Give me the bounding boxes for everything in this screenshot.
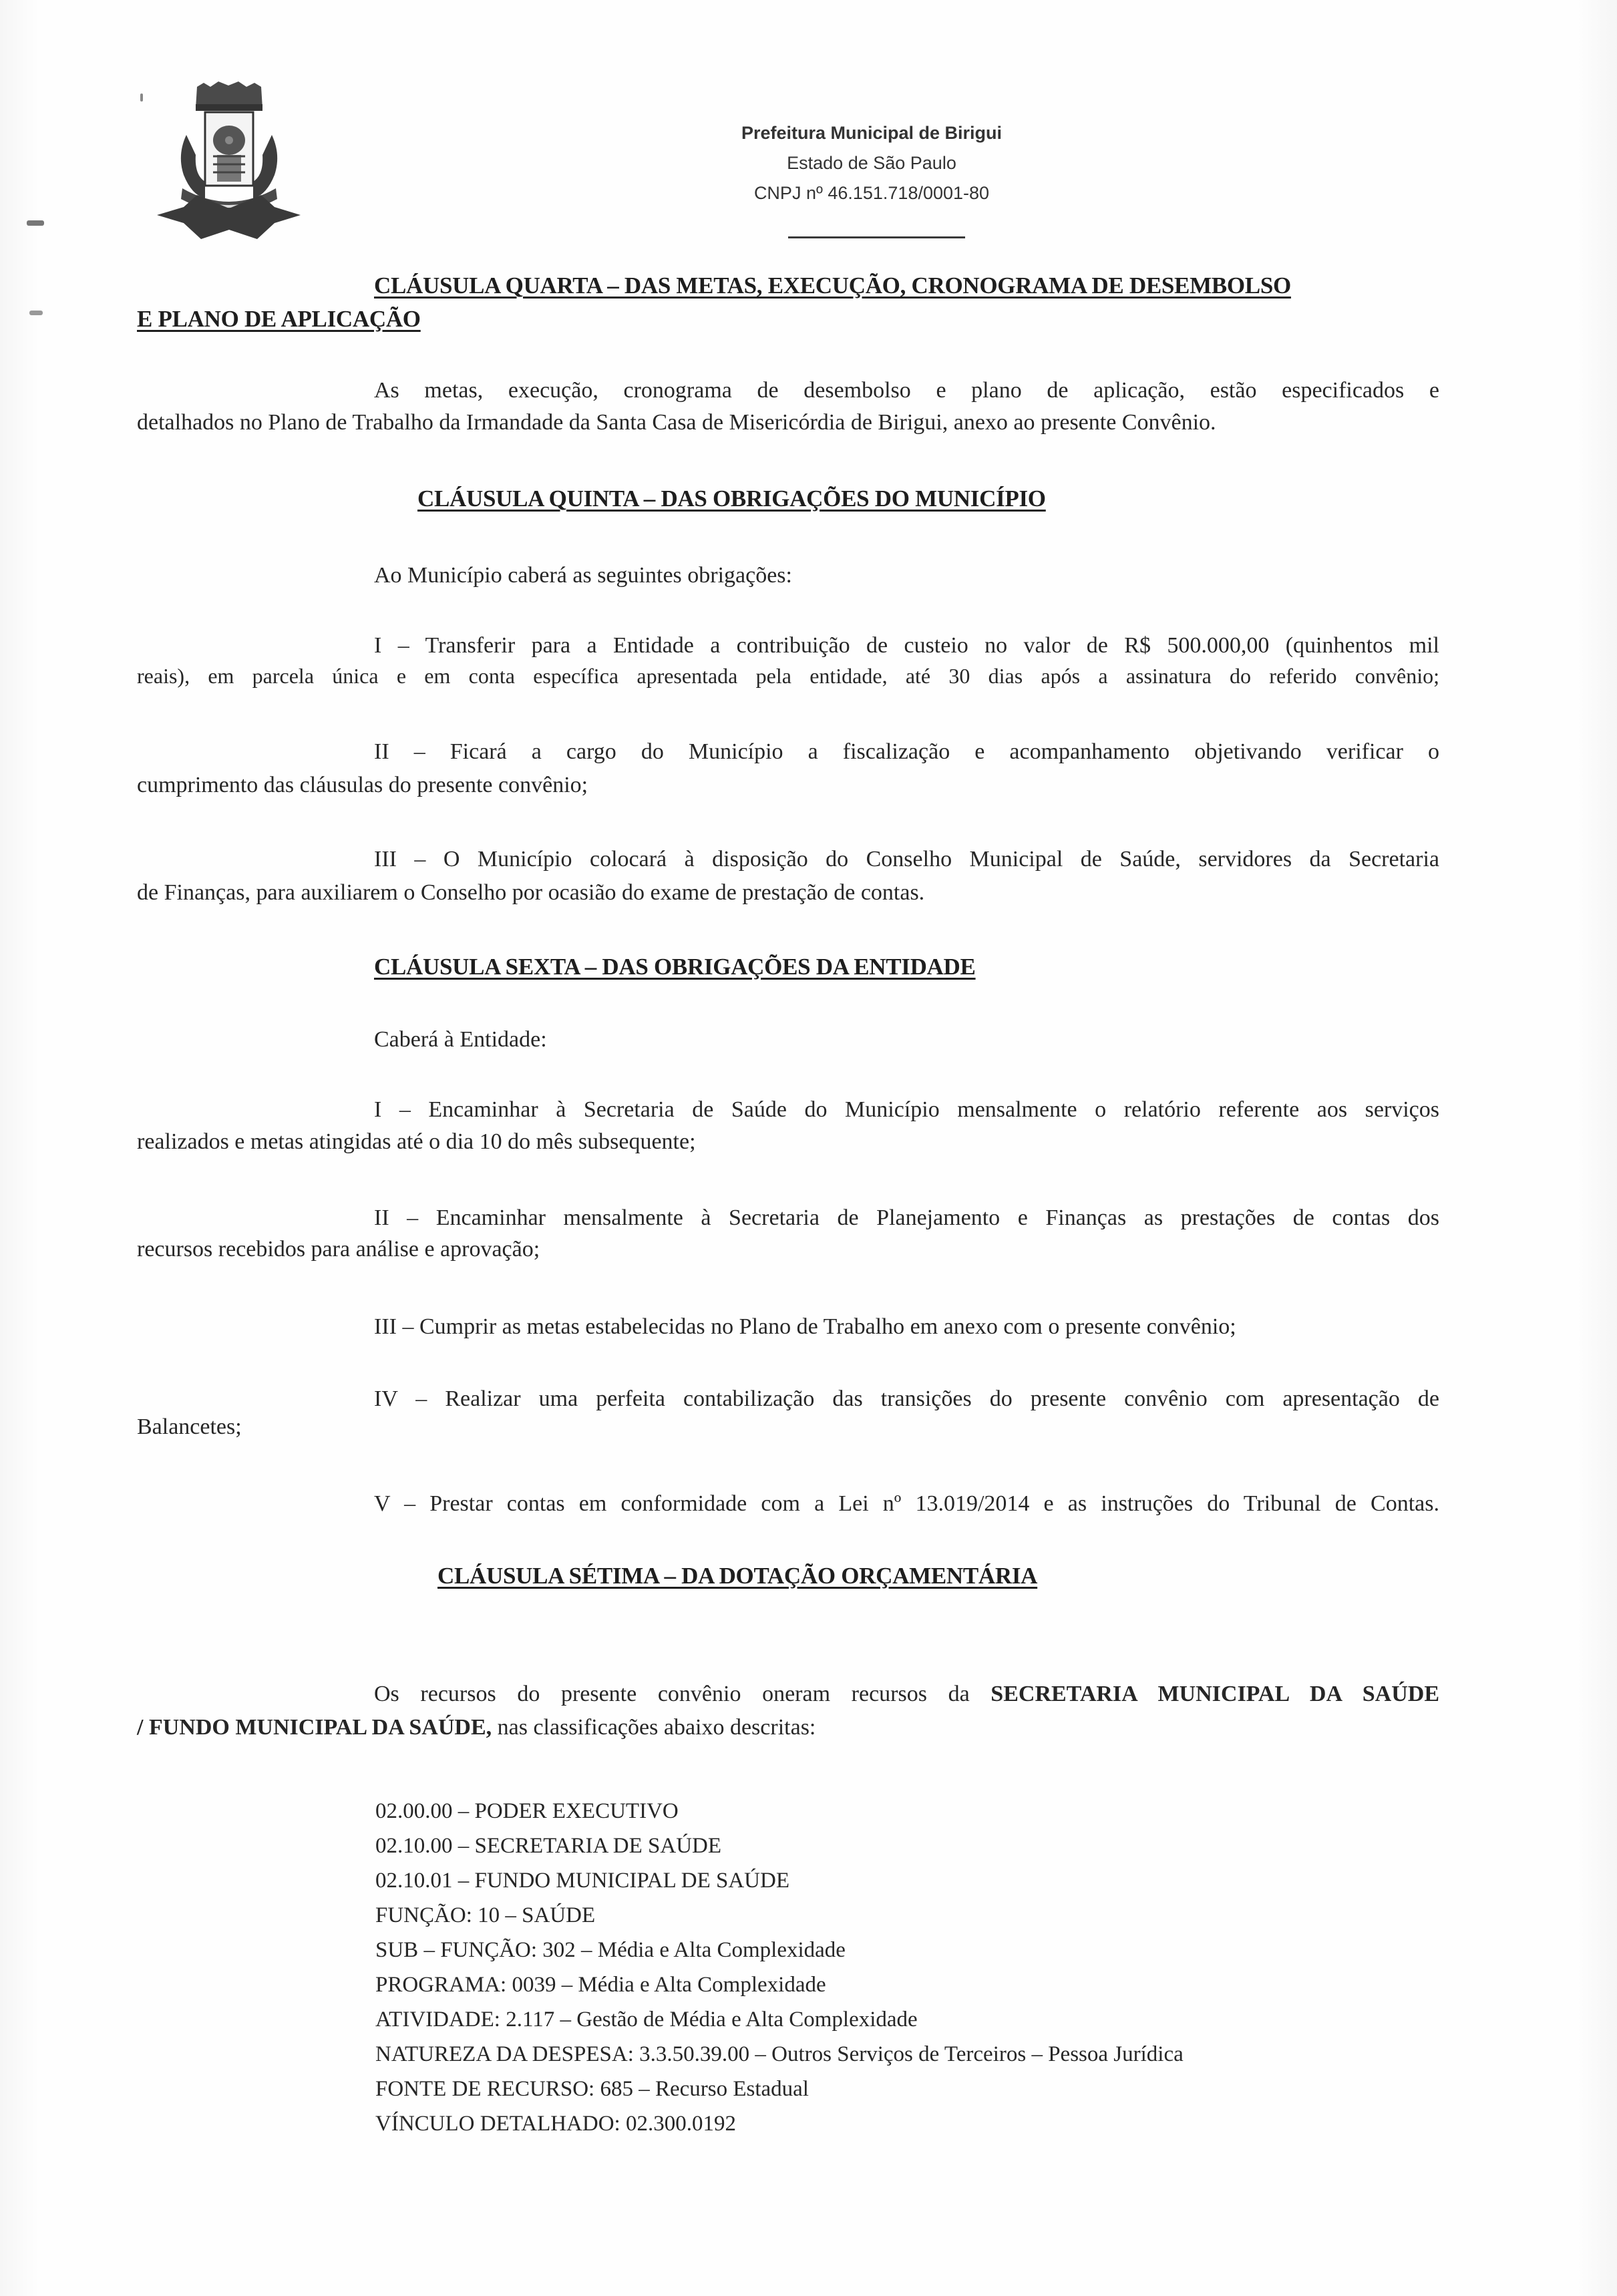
classification-item: 02.10.01 – FUNDO MUNICIPAL DE SAÚDE [375,1869,790,1893]
coat-of-arms-icon [157,81,301,240]
obligation-item-line: cumprimento das cláusulas do presente convênio; [137,773,588,797]
paragraph-text: Os recursos do presente convênio oneram recursos da [374,1682,991,1706]
org-name: Prefeitura Municipal de Birigui [741,123,1003,143]
org-state: Estado de São Paulo [787,153,956,173]
heading-clausula-quarta-line1: CLÁUSULA QUARTA – DAS METAS, EXECUÇÃO, CRONOGRAMA DE DESEMBOLSO [374,272,1291,299]
obligation-item-line: V – Prestar contas em conformidade com a Lei nº 13.019/2014 e as instruções do Tribunal de Contas. [374,1491,1439,1516]
obligation-item-line: realizados e metas atingidas até o dia 10 do mês subsequente; [137,1129,696,1154]
header-divider [788,236,965,238]
paragraph-bold-text: SECRETARIA MUNICIPAL DA SAÚDE [991,1682,1440,1706]
classification-item: FONTE DE RECURSO: 685 – Recurso Estadual [375,2077,809,2101]
heading-clausula-quarta-line2: E PLANO DE APLICAÇÃO [137,306,421,332]
heading-clausula-quinta: CLÁUSULA QUINTA – DAS OBRIGAÇÕES DO MUNICÍPIO [417,486,1046,512]
obligation-item-line: IV – Realizar uma perfeita contabilização das transições do presente convênio com apresentação de [374,1386,1439,1411]
obligation-item-line: III – Cumprir as metas estabelecidas no Plano de Trabalho em anexo com o presente convênio; [374,1314,1236,1339]
classification-item: 02.10.00 – SECRETARIA DE SAÚDE [375,1834,722,1858]
heading-clausula-sexta: CLÁUSULA SEXTA – DAS OBRIGAÇÕES DA ENTIDADE [374,954,976,980]
obligation-item-line: recursos recebidos para análise e aprovação; [137,1237,540,1262]
classification-item: ATIVIDADE: 2.117 – Gestão de Média e Alta Complexidade [375,2007,918,2032]
org-header [638,118,1105,208]
obligation-item-line: II – Encaminhar mensalmente à Secretaria de Planejamento e Finanças as prestações de contas dos [374,1205,1439,1230]
clausula-quinta-intro: Ao Município caberá as seguintes obrigações: [374,563,792,588]
classification-item: PROGRAMA: 0039 – Média e Alta Complexidade [375,1973,826,1997]
paragraph-bold-text: / FUNDO MUNICIPAL DA SAÚDE, [137,1715,492,1740]
obligation-item-line: Balancetes; [137,1414,242,1439]
obligation-item-line: II – Ficará a cargo do Município a fiscalização e acompanhamento objetivando verificar o [374,739,1439,764]
paragraph-line: As metas, execução, cronograma de desembolso e plano de aplicação, estão especificados e [374,378,1439,403]
classification-item: VÍNCULO DETALHADO: 02.300.0192 [375,2112,736,2136]
classification-item: FUNÇÃO: 10 – SAÚDE [375,1903,596,1927]
scan-mark [140,93,143,102]
obligation-item-line: I – Encaminhar à Secretaria de Saúde do Município mensalmente o relatório referente aos serviços [374,1097,1439,1122]
obligation-item-line: III – O Município colocará à disposição do Conselho Municipal de Saúde, servidores da Secretaria [374,847,1439,872]
paragraph-line [374,1682,1439,1707]
clausula-sexta-intro: Caberá à Entidade: [374,1027,547,1052]
heading-clausula-setima: CLÁUSULA SÉTIMA – DA DOTAÇÃO ORÇAMENTÁRIA [437,1563,1038,1589]
obligation-item-line: I – Transferir para a Entidade a contribuição de custeio no valor de R$ 500.000,00 (quinhentos mil [374,633,1439,658]
paragraph-line [137,1715,816,1740]
paragraph-text: nas classificações abaixo descritas: [492,1715,816,1740]
obligation-item-line: reais), em parcela única e em conta específica apresentada pela entidade, até 30 dias após a assinatura do referido convênio; [137,664,1439,688]
paragraph-line: detalhados no Plano de Trabalho da Irmandade da Santa Casa de Misericórdia de Birigui, anexo ao presente Convênio. [137,410,1216,435]
classification-item: NATUREZA DA DESPESA: 3.3.50.39.00 – Outros Serviços de Terceiros – Pessoa Jurídica [375,2042,1184,2066]
scan-mark [29,311,43,315]
budget-classification-list [375,1794,1184,2141]
obligation-item-line: de Finanças, para auxiliarem o Conselho por ocasião do exame de prestação de contas. [137,880,925,905]
scan-mark [27,220,44,226]
classification-item: SUB – FUNÇÃO: 302 – Média e Alta Complexidade [375,1938,846,1962]
org-cnpj: CNPJ nº 46.151.718/0001-80 [753,183,990,203]
classification-item: 02.00.00 – PODER EXECUTIVO [375,1799,679,1823]
